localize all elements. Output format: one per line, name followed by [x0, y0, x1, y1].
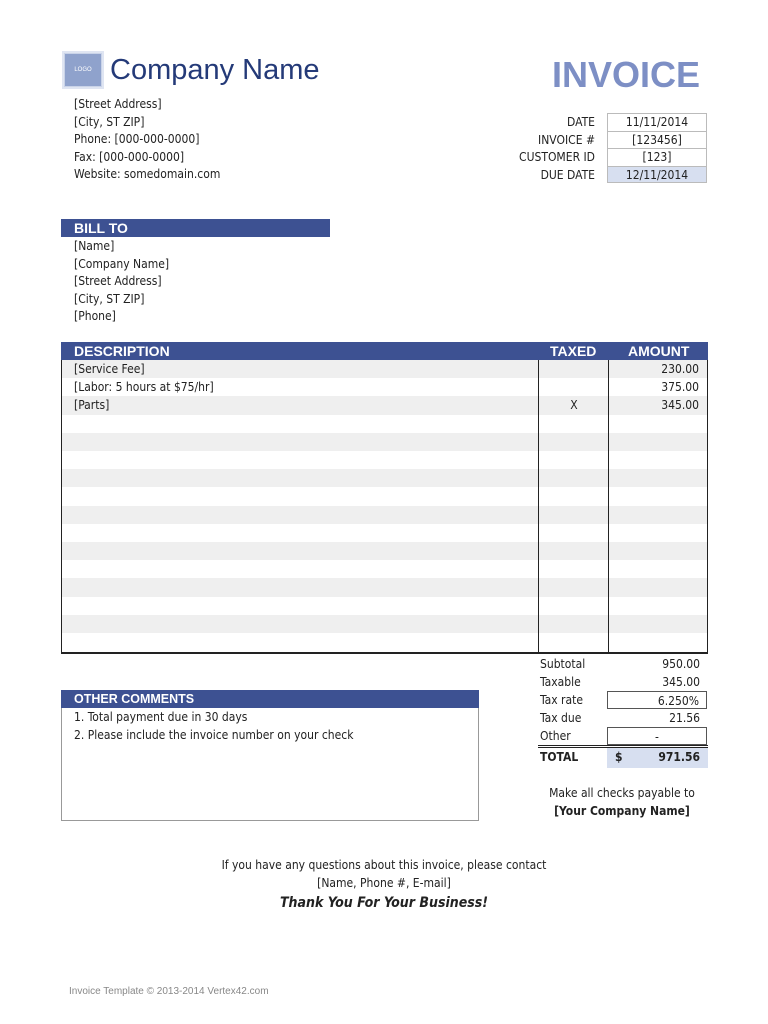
table-row[interactable] [62, 615, 707, 633]
items-table [61, 360, 708, 654]
tax-rate-field[interactable]: 6.250% [607, 691, 707, 709]
table-row[interactable] [62, 633, 707, 651]
table-row[interactable] [62, 451, 707, 469]
tax-rate-label: Tax rate [540, 693, 583, 707]
item-amount[interactable]: 345.00 [661, 398, 699, 413]
payable-note [536, 784, 708, 820]
invoice-number-field[interactable]: [123456] [607, 131, 707, 149]
totals-values [607, 655, 707, 745]
invoice-meta-labels [460, 114, 595, 184]
table-row[interactable] [62, 469, 707, 487]
tax-due-value: 21.56 [669, 711, 700, 725]
total-value: 971.56 [658, 750, 700, 764]
table-row[interactable] [62, 487, 707, 505]
bill-to-name[interactable]: [Name] [74, 239, 115, 253]
amount-header: AMOUNT [628, 343, 690, 359]
comments-header: OTHER COMMENTS [61, 690, 479, 708]
item-taxed[interactable]: X [570, 398, 578, 413]
tax-due-label: Tax due [540, 711, 582, 725]
bill-to-city[interactable]: [City, ST ZIP] [74, 291, 145, 306]
taxable-value: 345.00 [662, 675, 700, 689]
item-description[interactable]: [Service Fee] [74, 362, 145, 376]
table-row[interactable] [62, 378, 707, 396]
comments-box[interactable] [61, 708, 479, 821]
fax: Fax: [000-000-0000] [74, 149, 185, 164]
customer-id-label: CUSTOMER ID [519, 150, 595, 164]
table-row[interactable] [62, 360, 707, 378]
subtotal-value: 950.00 [662, 657, 700, 671]
comment-line: 1. Total payment due in 30 days [74, 710, 248, 724]
table-row[interactable] [62, 597, 707, 615]
other-field[interactable]: - [607, 727, 707, 745]
other-label: Other [540, 729, 571, 743]
totals-labels [540, 655, 585, 745]
footer [0, 856, 768, 912]
bill-to-company[interactable]: [Company Name] [74, 256, 170, 271]
taxed-column-divider [538, 360, 539, 652]
company-address [74, 96, 220, 184]
taxed-header: TAXED [550, 343, 597, 359]
subtotal-label: Subtotal [540, 657, 586, 671]
phone: Phone: [000-000-0000] [74, 132, 200, 146]
payable-text: Make all checks payable to [549, 786, 695, 800]
items-header [61, 342, 708, 360]
contact-details: [Name, Phone #, E-mail] [317, 876, 451, 890]
bill-to-phone[interactable]: [Phone] [74, 309, 116, 323]
copyright: Invoice Template © 2013-2014 Vertex42.com [69, 986, 269, 997]
company-logo [64, 53, 102, 87]
contact-text: If you have any questions about this invoice, please contact [221, 858, 547, 872]
table-row[interactable] [62, 433, 707, 451]
logo-text: LOGO [74, 67, 92, 73]
invoice-title: INVOICE [551, 54, 700, 95]
total-box [607, 748, 708, 768]
description-header: DESCRIPTION [74, 343, 170, 359]
table-row[interactable] [62, 396, 707, 414]
table-row[interactable] [62, 524, 707, 542]
table-row[interactable] [62, 560, 707, 578]
bill-to-block [74, 238, 169, 326]
company-name: Company Name [110, 54, 320, 86]
payable-company: [Your Company Name] [554, 804, 690, 818]
currency-symbol: $ [615, 750, 623, 764]
date-label: DATE [567, 115, 595, 129]
due-date-field[interactable]: 12/11/2014 [607, 166, 707, 184]
total-label: TOTAL [540, 750, 579, 764]
street-address: [Street Address] [74, 97, 162, 111]
total-row [538, 745, 708, 768]
city-state-zip: [City, ST ZIP] [74, 114, 145, 129]
invoice-meta-values [607, 113, 707, 183]
thank-you-message: Thank You For Your Business! [279, 895, 489, 911]
invoice-number-label: INVOICE # [538, 132, 595, 147]
taxable-label: Taxable [540, 675, 581, 689]
website: Website: somedomain.com [74, 167, 221, 181]
item-amount[interactable]: 230.00 [661, 362, 699, 376]
due-date-label: DUE DATE [540, 167, 595, 182]
item-description[interactable]: [Parts] [74, 398, 110, 413]
item-amount[interactable]: 375.00 [661, 380, 699, 395]
table-row[interactable] [62, 578, 707, 596]
table-row[interactable] [62, 415, 707, 433]
item-description[interactable]: [Labor: 5 hours at $75/hr] [74, 380, 214, 395]
table-row[interactable] [62, 506, 707, 524]
date-field[interactable]: 11/11/2014 [607, 113, 707, 131]
comment-line: 2. Please include the invoice number on your check [74, 728, 354, 742]
bill-to-street[interactable]: [Street Address] [74, 274, 162, 288]
table-row[interactable] [62, 542, 707, 560]
amount-column-divider [608, 360, 609, 652]
customer-id-field[interactable]: [123] [607, 148, 707, 166]
bill-to-header: BILL TO [61, 219, 330, 237]
